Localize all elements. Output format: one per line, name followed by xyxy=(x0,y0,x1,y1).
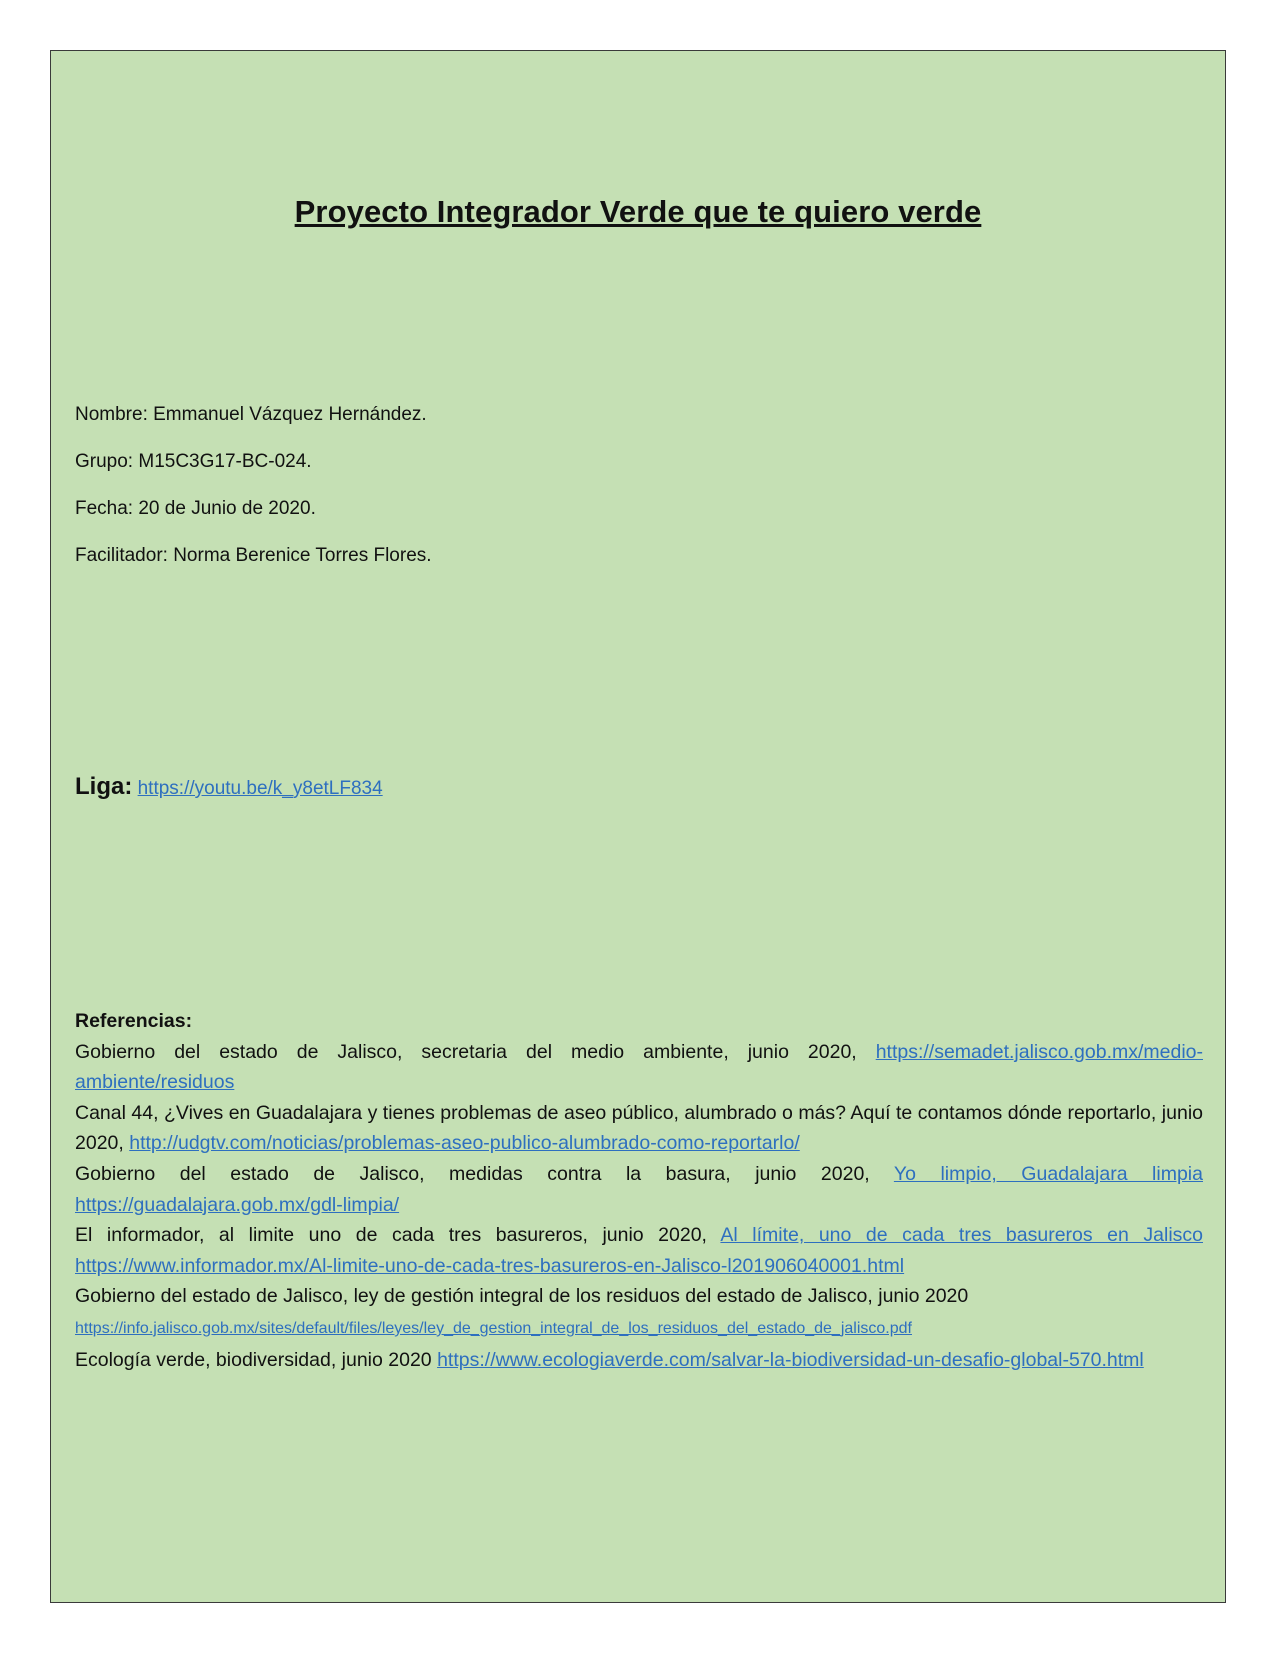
reference-link[interactable]: https://www.informador.mx/Al-limite-uno-de-cada-tres-basureros-en-Jalisco-l201906040001.html xyxy=(75,1254,905,1277)
liga-section xyxy=(75,773,383,801)
reference-item xyxy=(75,1037,1203,1098)
liga-link[interactable]: https://youtu.be/k_y8etLF834 xyxy=(137,778,383,799)
document-page xyxy=(50,50,1226,1603)
grupo-line: Grupo: M15C3G17-BC-024. xyxy=(75,451,312,472)
reference-item xyxy=(75,1281,1203,1344)
reference-text: El informador, al limite uno de cada tres basureros, junio 2020, xyxy=(75,1224,721,1247)
reference-item xyxy=(75,1345,1203,1376)
reference-link-title[interactable]: Al límite, uno de cada tres basureros en Jalisco xyxy=(720,1224,1203,1247)
reference-link[interactable]: https://www.ecologiaverde.com/salvar-la-biodiversidad-un-desafio-global-570.html xyxy=(437,1348,1144,1371)
reference-item xyxy=(75,1220,1203,1281)
reference-text: Gobierno del estado de Jalisco, secretaria del medio ambiente, junio 2020, xyxy=(75,1040,876,1063)
reference-item xyxy=(75,1159,1203,1220)
facilitador-line: Facilitador: Norma Berenice Torres Flores. xyxy=(75,545,432,566)
reference-link[interactable]: https://semadet.jalisco.gob.mx/medio-ambiente/residuos xyxy=(75,1040,1203,1094)
references-heading: Referencias: xyxy=(75,1010,193,1032)
reference-link[interactable]: https://guadalajara.gob.mx/gdl-limpia/ xyxy=(75,1193,400,1216)
reference-link[interactable]: https://info.jalisco.gob.mx/sites/default/files/leyes/ley_de_gestion_integral_de_los_residuos_del_estado_de_jalisco.pdf xyxy=(75,1319,912,1337)
reference-link[interactable]: http://udgtv.com/noticias/problemas-aseo-publico-alumbrado-como-reportarlo/ xyxy=(129,1132,800,1155)
student-info xyxy=(75,391,432,579)
reference-item xyxy=(75,1098,1203,1159)
liga-label: Liga: xyxy=(75,773,133,800)
reference-link-title[interactable]: Yo limpio, Guadalajara limpia xyxy=(893,1162,1203,1185)
reference-text: Gobierno del estado de Jalisco, ley de gestión integral de los residuos del estado de Jalisco, junio 2020 xyxy=(75,1285,969,1308)
reference-text: Gobierno del estado de Jalisco, medidas contra la basura, junio 2020, xyxy=(75,1162,894,1185)
reference-text: Canal 44, ¿Vives en Guadalajara y tienes problemas de aseo público, alumbrado o más? Aquí te contamos dónde reportarlo, junio 2020, xyxy=(75,1101,1203,1155)
reference-text: Ecología verde, biodiversidad, junio 2020 xyxy=(75,1348,438,1371)
references-section xyxy=(75,1006,1203,1375)
nombre-line: Nombre: Emmanuel Vázquez Hernández. xyxy=(75,404,427,425)
fecha-line: Fecha: 20 de Junio de 2020. xyxy=(75,498,316,519)
document-title: Proyecto Integrador Verde que te quiero verde xyxy=(294,194,982,229)
